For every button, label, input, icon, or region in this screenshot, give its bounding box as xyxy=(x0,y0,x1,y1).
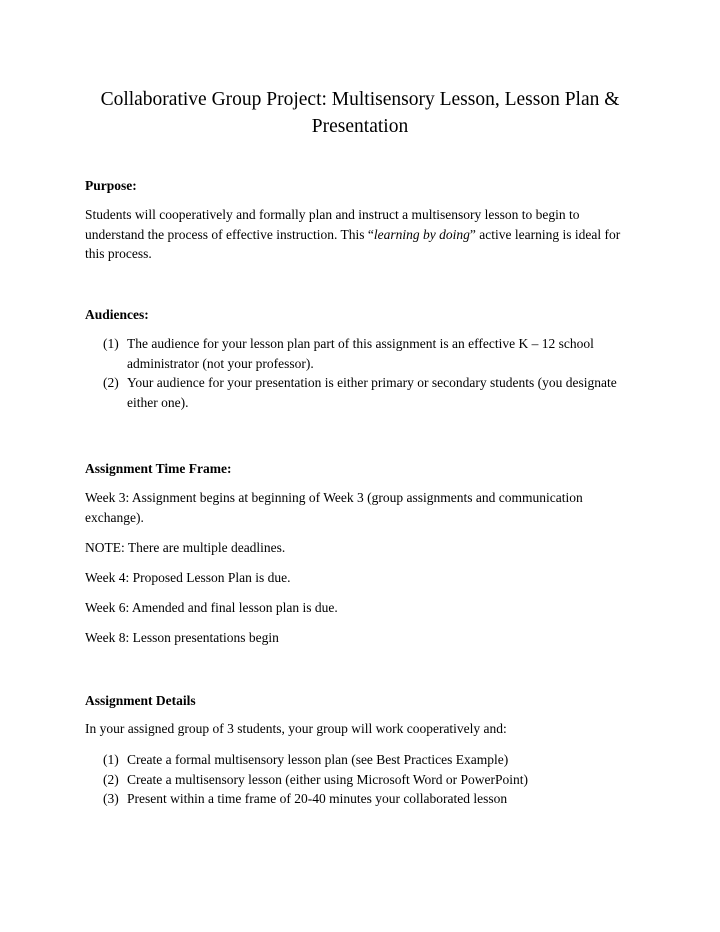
time-frame-note: NOTE: There are multiple deadlines. xyxy=(85,540,286,555)
purpose-paragraph xyxy=(85,205,640,264)
list-item xyxy=(103,750,633,770)
purpose-text-after: ” active learning is ideal for this process. xyxy=(85,226,621,261)
time-frame-heading: Assignment Time Frame: xyxy=(85,461,232,476)
list-item-text: Present within a time frame of 20-40 minutes your collaborated lesson xyxy=(127,791,508,806)
title-line-1: Collaborative Group Project: Multisensory Lesson, Lesson Plan & xyxy=(100,89,620,110)
list-item-number: (1) xyxy=(103,336,119,351)
audiences-heading: Audiences: xyxy=(85,307,149,322)
list-item xyxy=(103,373,633,412)
purpose-text-before: Students will cooperatively and formally plan and instruct a multisensory lesson to begin to understand the process of effective instruction. This “ xyxy=(85,207,580,242)
audiences-list xyxy=(103,334,633,412)
details-list xyxy=(103,750,633,809)
list-item-number: (2) xyxy=(103,375,119,390)
list-item xyxy=(103,789,633,809)
time-frame-week4: Week 4: Proposed Lesson Plan is due. xyxy=(85,570,291,585)
list-item-text: Create a formal multisensory lesson plan (see Best Practices Example) xyxy=(127,752,509,767)
list-item xyxy=(103,334,633,373)
list-item-number: (2) xyxy=(103,771,119,787)
title-line-2: Presentation xyxy=(311,116,409,137)
list-item xyxy=(103,770,633,790)
time-frame-week6: Week 6: Amended and final lesson plan is due. xyxy=(85,600,338,615)
details-heading: Assignment Details xyxy=(85,693,196,708)
time-frame-week3: Week 3: Assignment begins at beginning of Week 3 (group assignments and communication exchange). xyxy=(85,490,583,525)
details-intro: In your assigned group of 3 students, your group will work cooperatively and: xyxy=(85,721,507,736)
list-item-text: The audience for your lesson plan part of this assignment is an effective K – 12 school administrator (not your professor). xyxy=(127,336,594,371)
purpose-heading: Purpose: xyxy=(85,178,137,193)
list-item-number: (1) xyxy=(103,752,119,767)
list-item-number: (3) xyxy=(103,791,119,806)
time-frame-week8: Week 8: Lesson presentations begin xyxy=(85,630,279,645)
purpose-text-italic: learning by doing xyxy=(373,226,470,242)
list-item-text: Your audience for your presentation is either primary or secondary students (you designate either one). xyxy=(127,375,617,410)
document-title xyxy=(90,86,630,140)
list-item-text: Create a multisensory lesson (either using Microsoft Word or PowerPoint) xyxy=(127,771,528,787)
